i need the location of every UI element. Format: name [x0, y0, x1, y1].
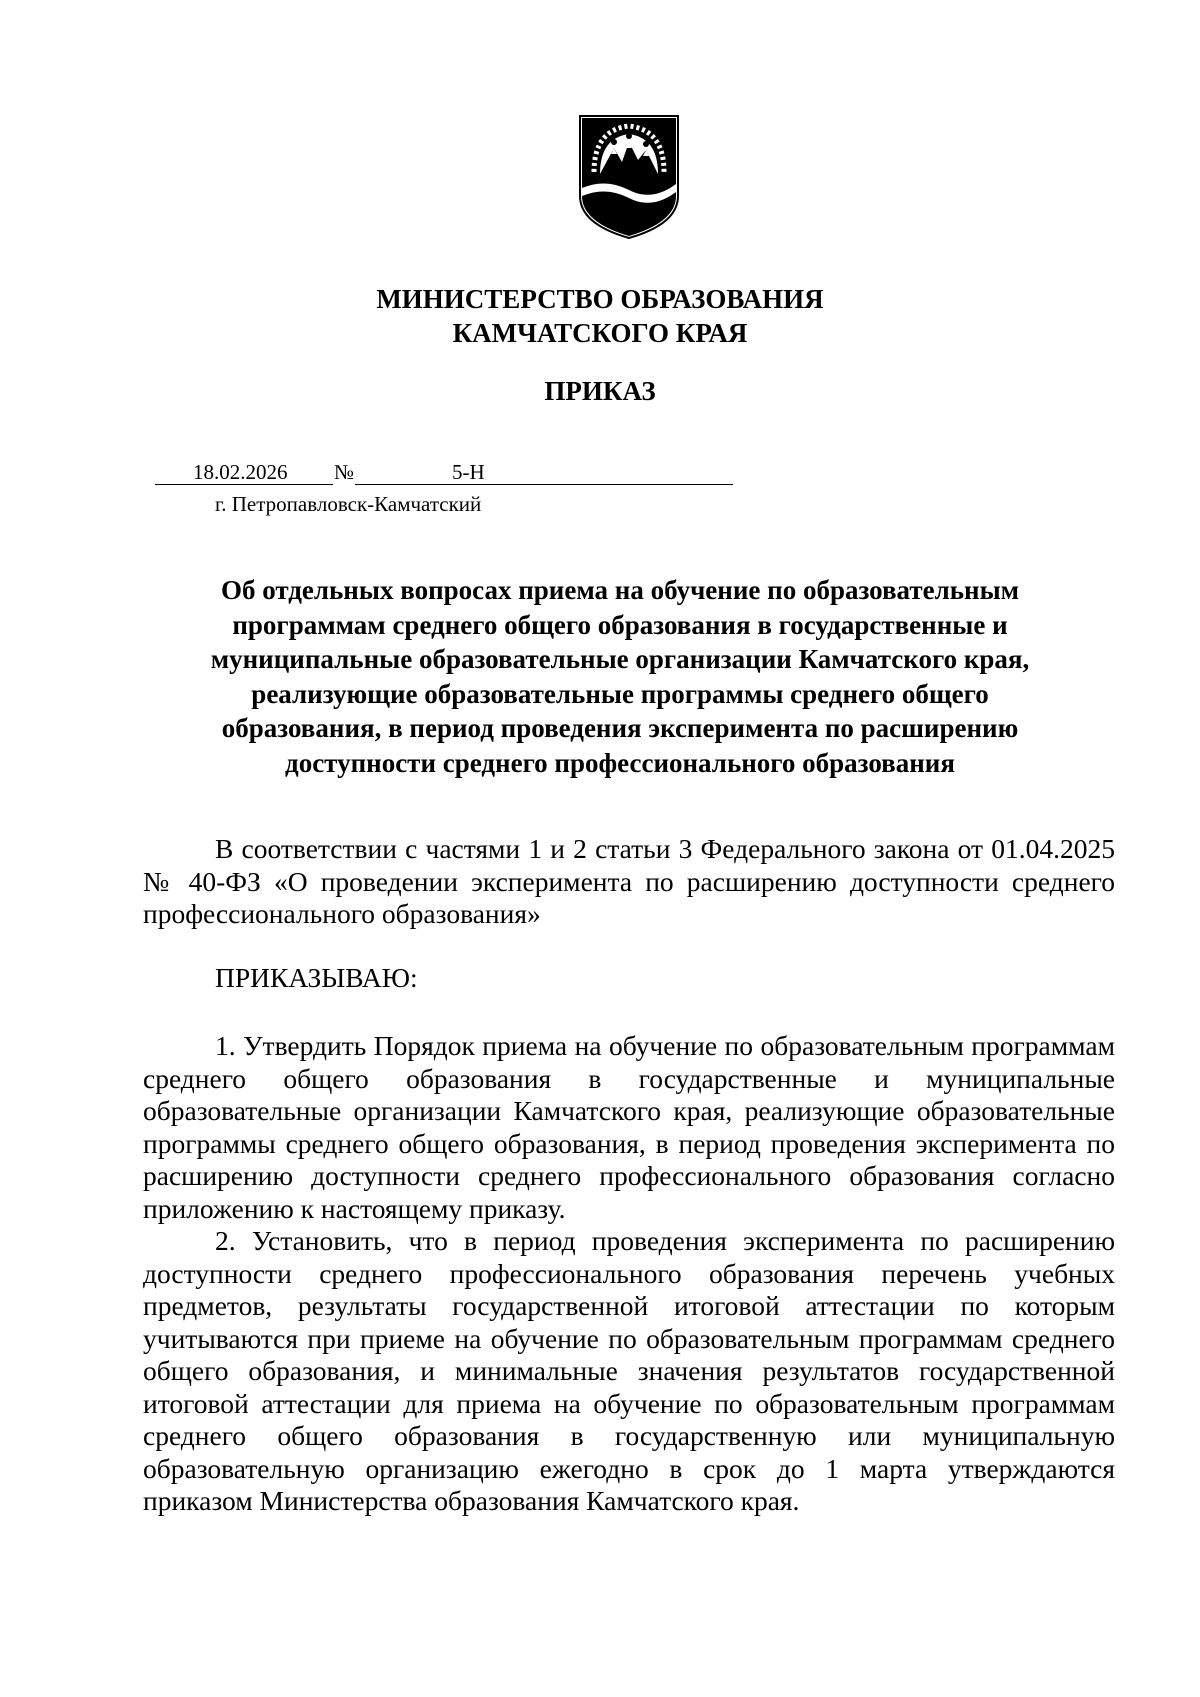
order-item-2: 2. Установить, что в период проведения эксперимента по расширению доступности среднего профессионального образования перечень учебных предметов, результаты государственной итоговой аттестации по которым учитываются при приеме на обучение по образовательным программам среднего общего образования, и минимальные значения результатов государственной итоговой аттестации для приема на обучение по образовательным программам среднего общего образования в государственную или муниципальную образовательную организацию ежегодно в срок до 1 марта утверждаются приказом Министерства образования Камчатского края.: [143, 1225, 1115, 1516]
legal-basis-paragraph: В соответствии с частями 1 и 2 статьи 3 Федерального закона от 01.04.2025 № 40-ФЗ «О проведении эксперимента по расширению доступности среднего профессионального образования»: [143, 833, 1115, 929]
ministry-name-line2: КАМЧАТСКОГО КРАЯ: [452, 318, 748, 348]
ministry-name: [0, 282, 1200, 350]
subject-line: реализующие образовательные программы среднего общего: [251, 678, 989, 709]
kamchatka-coat-of-arms-icon: [576, 112, 682, 242]
city-name: г. Петропавловск-Камчатский: [215, 492, 482, 516]
order-subject: [190, 573, 1050, 780]
number-underline: [355, 484, 733, 485]
order-date: 18.02.2026: [193, 460, 288, 484]
ministry-name-line1: МИНИСТЕРСТВО ОБРАЗОВАНИЯ: [376, 284, 824, 314]
order-item-1: 1. Утвердить Порядок приема на обучение по образовательным программам среднего общего образования в государственные и муниципальные образовательные организации Камчатского края, реализующие образовательные программы среднего общего образования, в период проведения эксперимента по расширению доступности среднего профессионального образования согласно приложению к настоящему приказу.: [143, 1030, 1115, 1224]
subject-line: образования, в период проведения эксперимента по расширению: [221, 713, 1019, 743]
subject-line: муниципальные образовательные организации Камчатского края,: [210, 644, 1030, 674]
order-directive-word: ПРИКАЗЫВАЮ:: [215, 962, 418, 993]
number-sign: №: [334, 460, 355, 484]
date-underline: [155, 484, 333, 485]
order-number: 5-Н: [452, 460, 485, 484]
subject-line: программам среднего общего образования в государственные и: [232, 609, 1008, 640]
document-type-title: ПРИКАЗ: [544, 376, 656, 406]
subject-line: доступности среднего профессионального образования: [285, 747, 955, 778]
subject-line: Об отдельных вопросах приема на обучение по образовательным: [220, 575, 1020, 605]
